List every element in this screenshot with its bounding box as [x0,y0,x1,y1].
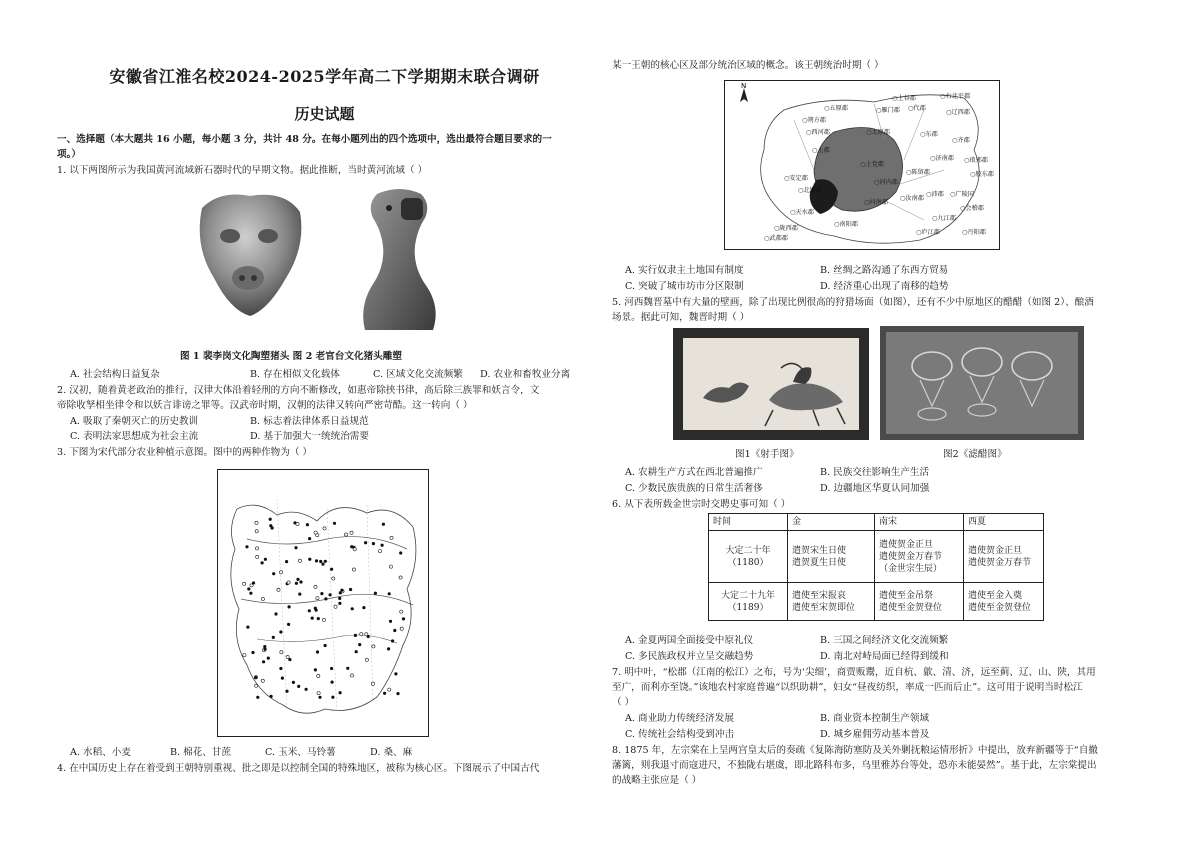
q4-option-b[interactable]: B. 丝绸之路沟通了东西方贸易 [820,265,949,276]
table-cell-jin: 遣使至宋报哀 遣使至宋贺即位 [788,583,875,621]
map-label: ○胶东郡 [970,171,994,178]
table-cell-xia: 遣使至金入奠 遣使至金贺登位 [964,583,1044,621]
crop-marker [334,605,337,608]
paper-title: 安徽省江淮名校2024-2025学年高二下学期期末联合调研 [109,67,540,86]
crop-marker [318,696,321,699]
crop-marker [286,655,289,658]
table-cell-xia: 遣使贺金正旦 遣使贺金万春节 [964,531,1044,583]
q3-option-c[interactable]: C. 玉米、马铃薯 [265,747,336,758]
map-label: ○会稽郡 [960,205,984,212]
crop-marker [350,531,353,534]
crop-marker [247,587,250,590]
q3-song-agriculture-map [217,469,429,737]
table-header-row [709,514,1044,531]
q7-stem-line-3: （ ） [612,697,635,708]
crop-marker [269,518,272,521]
q6-option-d[interactable]: D. 南北对峙局面已经得到缓和 [820,651,949,662]
crop-marker [349,588,352,591]
map-label: ○西河郡 [806,129,830,136]
q2-option-a[interactable]: A. 吸取了秦朝灭亡的历史教训 [70,416,199,427]
map-label: ○五原郡 [824,105,848,112]
q7-stem-line-2: 至广，而利亦至饶。”该地农村家庭普遍“以织助耕”，妇女“昼夜纺织，率成一匹而后止”。这可用于说明当时松江 [612,682,1083,693]
q1-option-b[interactable]: B. 存在相似文化载体 [250,369,340,380]
crop-marker [350,545,353,548]
q2-stem-line-1: 2. 汉初，随着黄老政治的推行，汉律大体沿着轻刑的方向不断修改，如惠帝除挟书律，高后除三族罪和妖言令，文 [57,385,540,396]
crop-marker [295,582,298,585]
crop-marker [402,617,405,620]
crop-marker [400,610,403,613]
q6-diplomacy-table [708,513,1044,621]
q4-option-c[interactable]: C. 突破了城市坊市分区限制 [625,281,744,292]
crop-marker [251,651,254,654]
map-label: ○武都郡 [764,235,788,242]
map-label: ○辽西郡 [946,109,970,116]
crop-marker [351,607,354,610]
crop-marker [245,545,248,548]
crop-marker [274,612,277,615]
map-label: ○河南郡 [864,199,888,206]
crop-marker [391,639,394,642]
crop-marker [308,609,311,612]
q4-option-d[interactable]: D. 经济重心出现了南移的趋势 [820,281,949,292]
q2-option-b[interactable]: B. 标志着法律体系日益规范 [250,416,369,427]
map-label: ○南阳郡 [834,221,858,228]
map-label: ○汝南郡 [900,195,924,202]
crop-marker [371,682,374,685]
crop-marker [389,620,392,623]
map-label: ○太原郡 [866,129,890,136]
crop-marker [315,559,318,562]
crop-marker [364,541,367,544]
crop-marker [317,617,320,620]
q1-figure-1-pig-head [190,186,310,326]
q5-option-c[interactable]: C. 少数民族贵族的日常生活奢侈 [625,483,763,494]
crop-marker [243,654,246,657]
crop-marker [277,588,280,591]
crop-marker [332,577,335,580]
q8-stem-line-3: 的战略主张应是（ ） [612,775,702,786]
crop-marker [269,524,272,527]
crop-marker [255,521,258,524]
table-cell-song: 遣使贺金正旦 遣使贺金万春节 （金世宗生辰） [875,531,964,583]
crop-marker [256,555,259,558]
crop-marker [319,560,322,563]
q6-option-c[interactable]: C. 多民族政权并立呈交融趋势 [625,651,754,662]
q7-option-b[interactable]: B. 商业资本控制生产领域 [820,713,930,724]
map-label: ○沛郡 [926,191,944,198]
table-cell-time: 大定二十九年 （1189） [709,583,788,621]
q1-option-c[interactable]: C. 区域文化交流频繁 [373,369,463,380]
crop-marker [250,584,253,587]
table-row [709,583,1044,621]
section-intro-line-1: 一、选择题（本大题共 16 小题，每小题 3 分，共计 48 分。在每小题列出的四个选项中，选出最符合题目要求的一 [57,134,552,145]
crop-marker [388,592,391,595]
crop-marker [381,544,384,547]
crop-marker [288,605,291,608]
crop-marker [308,558,311,561]
crop-marker [314,607,317,610]
crop-marker [321,563,324,566]
crop-marker [255,530,258,533]
table-row [709,531,1044,583]
crop-marker [374,592,377,595]
map-label: ○丹阳郡 [962,229,986,236]
q1-figure-caption: 图 1 裴李岗文化陶塑猪头 图 2 老官台文化猪头雕塑 [180,351,402,362]
crop-marker [317,674,320,677]
crop-marker [340,589,343,592]
crop-marker [382,523,385,526]
crop-marker [330,667,333,670]
crop-marker [298,593,301,596]
crop-marker [272,572,275,575]
crop-marker [261,597,264,600]
crop-marker [352,568,355,571]
q4-stem-line-1: 4. 在中国历史上存在着受到王朝特别重视、批之即是以控制全国的特殊地区，被称为核心区。下图展示了中国古代 [57,763,540,774]
crop-marker [296,522,299,525]
crop-marker [255,684,258,687]
map-label: ○河内郡 [874,179,898,186]
map-label: ○上郡 [812,147,830,154]
q5-option-a[interactable]: A. 农耕生产方式在西北普遍推广 [625,467,763,478]
table-cell-song: 遣使至金吊祭 遣使至金贺登位 [875,583,964,621]
crop-marker [390,536,393,539]
crop-marker [330,568,333,571]
crop-marker [262,660,265,663]
crop-marker [383,692,386,695]
crop-marker [339,691,342,694]
crop-marker [365,633,368,636]
crop-marker [360,633,363,636]
q4-option-a[interactable]: A. 实行奴隶主土地国有制度 [625,265,744,276]
crop-marker [305,688,308,691]
crop-marker [308,537,311,540]
crop-marker [285,560,288,563]
map-label: ○广陵国 [950,191,974,198]
q5-option-d[interactable]: D. 边疆地区华夏认同加强 [820,483,930,494]
q4-core-region-map [724,80,1000,250]
q8-stem-line-2: 藩篱，则我退寸而寇进尺，不独陇右堪虞，即北路科布多，乌里雅苏台等处，恐亦未能晏然”。基于此，左宗棠提出 [612,760,1097,771]
q5-stem-line-1: 5. 河西魏晋墓中有大量的壁画，除了出现比例很高的狩猎场面（如图），还有不少中原地区的醋醋（如图 2）、酿酒 [612,297,1094,308]
crop-marker [396,692,399,695]
crop-marker [400,627,403,630]
q5-stem-line-2: 场景。据此可知，魏晋时期（ ） [612,312,750,323]
crop-marker [320,592,323,595]
map-label: ○北地郡 [798,187,822,194]
q5-figure-1-archer-mural [673,328,869,440]
crop-marker [279,571,282,574]
crop-marker [317,692,320,695]
paper-subject: 历史试题 [294,105,355,123]
svg-text:N: N [741,82,747,90]
q1-stem: 1. 以下两图所示为我国黄河流域新石器时代的早期文物。据此推断，当时黄河流域（ ） [57,165,428,176]
crop-marker [394,672,397,675]
crop-marker [329,593,332,596]
crop-marker [322,618,325,621]
crop-marker [254,676,257,679]
crop-marker [350,674,353,677]
crop-marker [256,696,259,699]
crop-marker [270,695,273,698]
crop-marker [333,522,336,525]
crop-marker [272,636,275,639]
map-label: ○东郡 [920,131,938,138]
q2-stem-line-2: 帝除收孥相坐律令和以妖言诽谤之罪等。汉武帝时期，汉朝的法律又转向严密苛酷。这一转向（ ） [57,400,473,411]
table-header-cell: 西夏 [964,514,1044,531]
map-label: ○九江郡 [932,215,956,222]
crop-marker [285,690,288,693]
table-header-cell: 南宋 [875,514,964,531]
q1-option-d[interactable]: D. 农业和畜牧业分离 [480,369,571,380]
q1-figure-2-pig-sculpture [355,184,445,334]
crop-marker [338,602,341,605]
crop-marker [306,523,309,526]
map-label: ○安定郡 [784,175,808,182]
section-intro-line-2: 项。） [57,149,81,160]
crop-marker [267,657,270,660]
crop-marker [324,597,327,600]
q6-option-b[interactable]: B. 三国之间经济文化交流频繁 [820,635,949,646]
map-label: ○右北平郡 [940,93,971,100]
table-header-cell: 金 [788,514,875,531]
map-label: ○代郡 [908,105,926,112]
crop-marker [298,559,301,562]
q5-option-b[interactable]: B. 民族交往影响生产生活 [820,467,930,478]
crop-marker [264,558,267,561]
crop-marker [243,582,246,585]
crop-marker [358,643,361,646]
crop-marker [388,688,391,691]
crop-marker [249,592,252,595]
map-label: ○天水郡 [790,209,814,216]
q1-option-a[interactable]: A. 社会结构日益复杂 [70,369,160,380]
crop-marker [314,531,317,534]
crop-marker [387,647,390,650]
q7-stem-line-1: 7. 明中叶，“松郡（江南的松江）之布，号为‘尖细’，商贾贩鬻，近自杭、歙、清、济，远至蓟、辽、山、陕，其用 [612,667,1096,678]
crop-marker [292,681,295,684]
crop-marker [372,542,375,545]
crop-marker [255,547,258,550]
q5-figure-2-vinegar-mural [880,326,1084,440]
map-label: ○陇西郡 [774,225,798,232]
q2-option-d[interactable]: D. 基于加强大一统统治需要 [250,431,369,442]
q7-option-a[interactable]: A. 商业助力传统经济发展 [625,713,734,724]
crop-marker [287,623,290,626]
q3-option-a[interactable]: A. 水稻、小麦 [70,747,131,758]
q4-stem-line-2: 某一王朝的核心区及部分统治区域的概念。该王朝统治时期（ ） [612,60,884,71]
map-label: ○齐郡 [952,137,970,144]
map-label: ○雁门郡 [876,107,900,114]
crop-marker [299,580,302,583]
q6-stem: 6. 从下表所载金世宗时交聘史事可知（ ） [612,499,791,510]
crop-marker [279,667,282,670]
table-cell-jin: 遣贺宋生日使 遣贺夏生日使 [788,531,875,583]
crop-marker [316,597,319,600]
crop-marker [280,651,283,654]
map-label: ○琅邪郡 [964,157,988,164]
crop-marker [264,648,267,651]
crop-marker [338,597,341,600]
crop-marker [389,565,392,568]
crop-marker [323,527,326,530]
crop-marker [324,560,327,563]
crop-marker [344,533,347,536]
q6-option-a[interactable]: A. 金夏两国全面接受中原礼仪 [625,635,754,646]
crop-marker [346,667,349,670]
map-label: ○庐江郡 [916,229,940,236]
q2-option-c[interactable]: C. 表明法家思想成为社会主流 [70,431,199,442]
map-label: ○朔方郡 [802,117,826,124]
q8-stem-line-1: 8. 1875 年，左宗棠在上呈两宫皇太后的奏疏《复陈海防塞防及关外剿抚粮运情形折》中提出，放弃新疆等于“自撤 [612,745,1098,756]
crop-marker [316,650,319,653]
map-label: ○陈留郡 [906,169,930,176]
crop-marker [314,585,317,588]
q3-option-d[interactable]: D. 桑、麻 [370,747,413,758]
crop-marker [261,561,264,564]
crop-marker [393,629,396,632]
crop-marker [263,645,266,648]
table-header-cell: 时间 [709,514,788,531]
crop-marker [399,551,402,554]
crop-marker [399,576,402,579]
crop-marker [294,546,297,549]
crop-marker [281,677,284,680]
q3-stem: 3. 下图为宋代部分农业种植示意图。图中的两种作物为（ ） [57,447,313,458]
map-label: ○济南郡 [930,155,954,162]
q5-caption-2: 图2《滤醋图》 [943,449,1007,460]
crop-marker [331,696,334,699]
crop-marker [297,685,300,688]
crop-marker [372,645,375,648]
crop-marker [331,681,334,684]
crop-marker [355,650,358,653]
q7-option-c[interactable]: C. 传统社会结构受到冲击 [625,729,735,740]
crop-marker [362,606,365,609]
crop-marker [353,548,356,551]
q5-caption-1: 图1《射手图》 [735,449,799,460]
crop-marker [324,644,327,647]
q7-option-d[interactable]: D. 城乡雇佣劳动基本普及 [820,729,930,740]
crop-marker [246,626,249,629]
map-label: ○上党郡 [860,161,884,168]
crop-marker [279,630,282,633]
crop-marker [314,668,317,671]
crop-marker [354,634,357,637]
crop-marker [261,679,264,682]
crop-marker [365,658,368,661]
table-cell-time: 大定二十年 （1180） [709,531,788,583]
q3-option-b[interactable]: B. 棉花、甘蔗 [170,747,232,758]
crop-marker [378,550,381,553]
map-label: ○上谷郡 [892,95,916,102]
crop-marker [287,581,290,584]
crop-marker [311,617,314,620]
crop-marker [296,578,299,581]
